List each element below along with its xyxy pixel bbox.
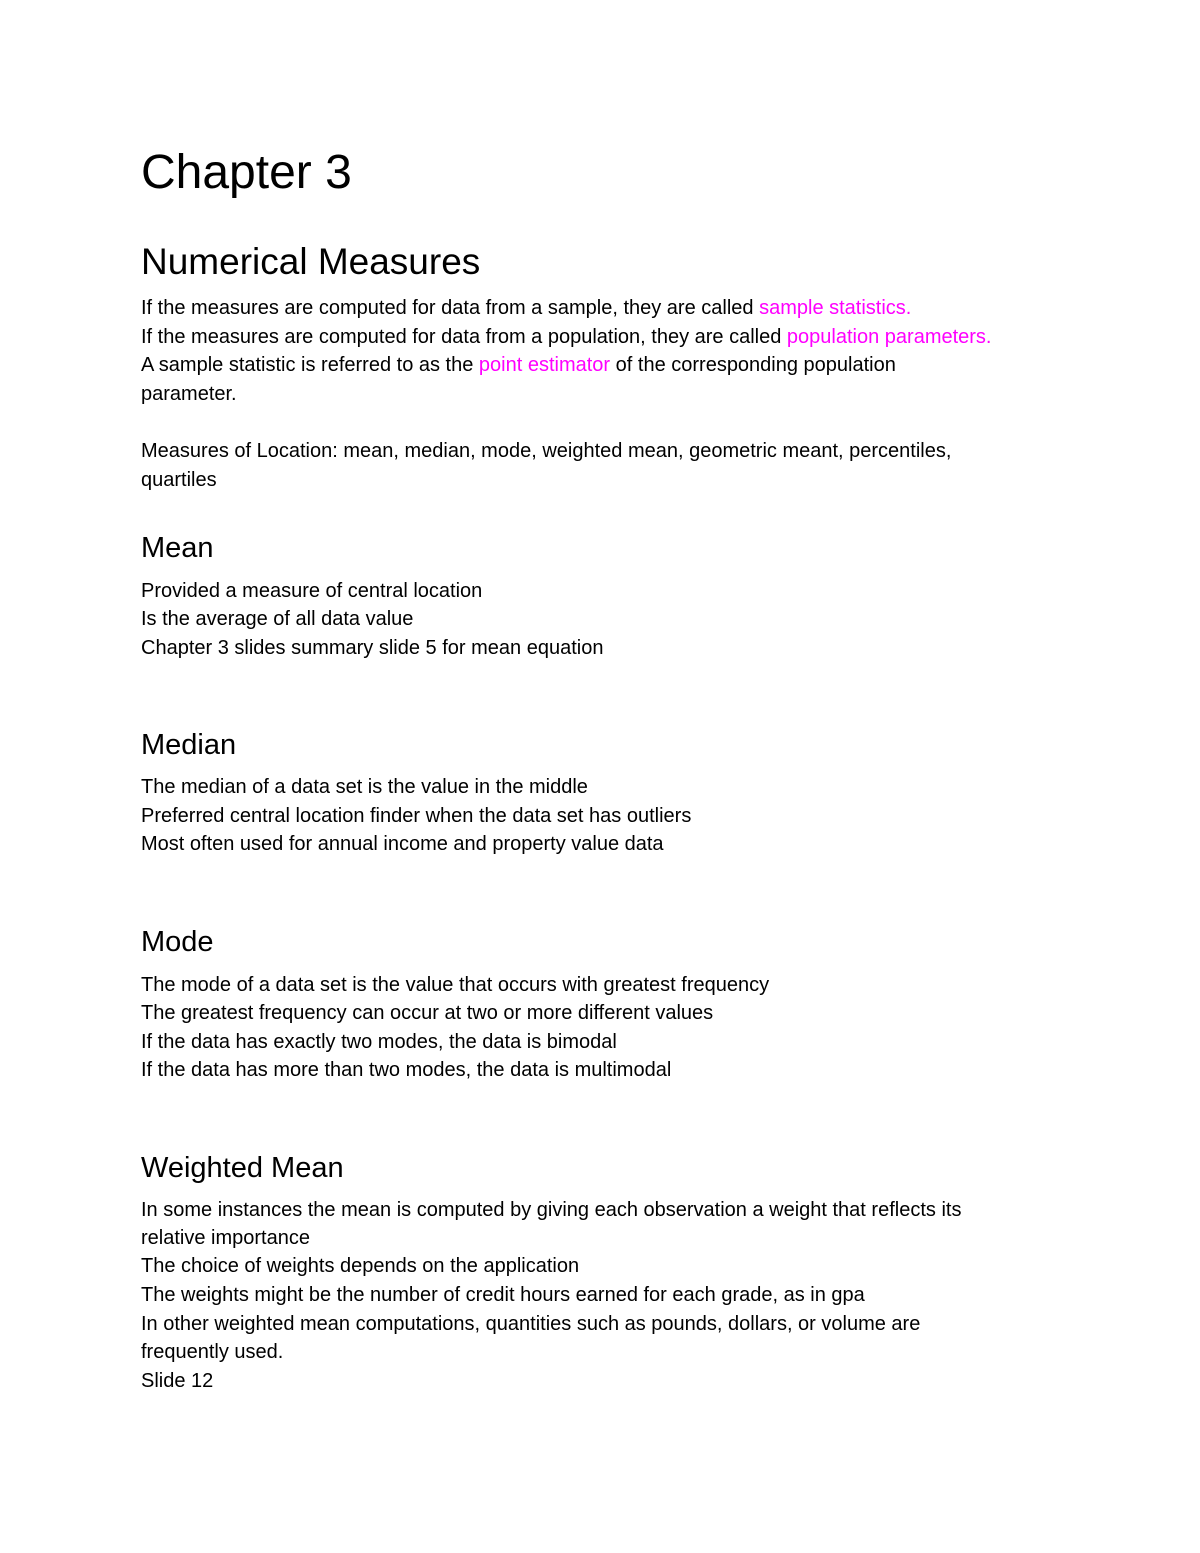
- intro-text: A sample statistic is referred to as the: [141, 354, 479, 376]
- intro-text: If the measures are computed for data from a population, they are called: [141, 326, 787, 348]
- mean-line: Is the average of all data value: [141, 608, 414, 630]
- median-line: The median of a data set is the value in the middle: [141, 776, 588, 798]
- intro-text: If the measures are computed for data from a sample, they are called: [141, 297, 760, 319]
- weighted-mean-line: The weights might be the number of credit hours earned for each grade, as in gpa: [141, 1284, 865, 1306]
- highlight-population-parameters: population parameters.: [786, 326, 992, 348]
- weighted-mean-line: relative importance: [141, 1227, 310, 1249]
- heading-median: Median: [141, 729, 237, 761]
- section-title-numerical-measures: Numerical Measures: [141, 241, 481, 282]
- chapter-title: Chapter 3: [141, 146, 352, 199]
- mode-line: The greatest frequency can occur at two or more different values: [141, 1002, 714, 1024]
- intro-line-parameter: parameter.: [141, 383, 237, 405]
- weighted-mean-line: In other weighted mean computations, quantities such as pounds, dollars, or volume are: [141, 1313, 921, 1335]
- heading-mean: Mean: [141, 532, 214, 564]
- intro-line-point-estimator: [141, 351, 896, 380]
- mode-line: If the data has more than two modes, the data is multimodal: [141, 1059, 672, 1081]
- mode-line: If the data has exactly two modes, the data is bimodal: [141, 1031, 617, 1053]
- mean-line: Provided a measure of central location: [141, 580, 483, 602]
- weighted-mean-line: In some instances the mean is computed by giving each observation a weight that reflects its: [141, 1199, 962, 1221]
- intro-line-sample-statistics: [141, 294, 911, 323]
- weighted-mean-line: The choice of weights depends on the application: [141, 1255, 580, 1277]
- heading-mode: Mode: [141, 926, 214, 958]
- mean-line: Chapter 3 slides summary slide 5 for mean equation: [141, 637, 604, 659]
- heading-weighted-mean: Weighted Mean: [141, 1152, 344, 1184]
- median-line: Most often used for annual income and property value data: [141, 833, 664, 855]
- measures-of-location-continuation: quartiles: [141, 469, 217, 491]
- intro-line-population-parameters: [141, 323, 992, 352]
- highlight-sample-statistics: sample statistics.: [759, 297, 912, 319]
- measures-of-location-line: Measures of Location: mean, median, mode, weighted mean, geometric meant, percentiles,: [141, 440, 952, 462]
- weighted-mean-line: frequently used.: [141, 1341, 284, 1363]
- intro-text: of the corresponding population: [610, 354, 896, 376]
- median-line: Preferred central location finder when the data set has outliers: [141, 805, 692, 827]
- slide-reference: Slide 12: [141, 1370, 214, 1392]
- highlight-point-estimator: point estimator: [478, 354, 611, 376]
- mode-line: The mode of a data set is the value that occurs with greatest frequency: [141, 974, 770, 996]
